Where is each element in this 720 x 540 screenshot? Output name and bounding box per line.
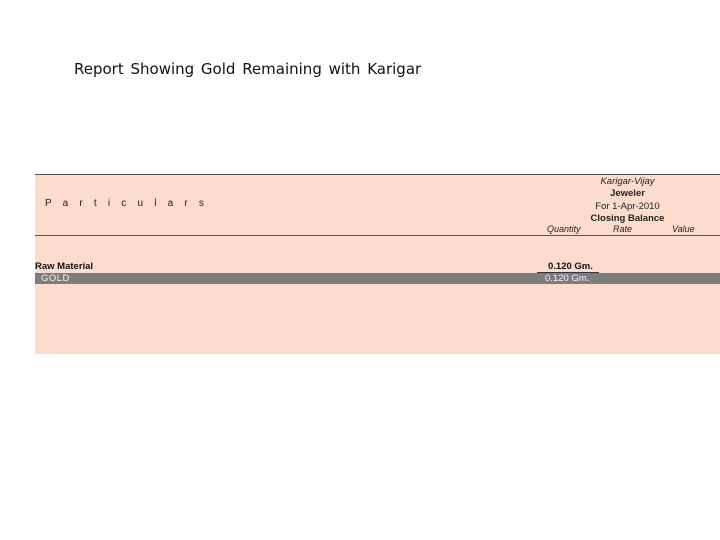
item-name: GOLD bbox=[41, 273, 70, 284]
report-period: For 1-Apr-2010 bbox=[595, 200, 660, 212]
rate-column-header: Rate bbox=[613, 224, 633, 234]
slide-title: Report Showing Gold Remaining with Karigar bbox=[74, 60, 422, 78]
party-name: Karigar-Vijay bbox=[600, 176, 655, 187]
group-quantity: 0.120 Gm. bbox=[548, 261, 593, 272]
party-subtitle: Jeweler bbox=[610, 188, 645, 200]
header-bottom-divider bbox=[35, 235, 720, 236]
closing-balance-column-header bbox=[535, 176, 720, 226]
quantity-column-header: Quantity bbox=[547, 224, 581, 234]
value-column-header: Value bbox=[672, 224, 695, 234]
particulars-header: P a r t i c u l a r s bbox=[45, 198, 209, 209]
stock-group-row[interactable] bbox=[35, 260, 720, 273]
item-quantity: 0.120 Gm. bbox=[545, 273, 590, 284]
stock-item-row[interactable] bbox=[35, 273, 720, 284]
group-name: Raw Material bbox=[35, 261, 94, 272]
balance-type: Closing Balance bbox=[590, 213, 665, 225]
report-panel bbox=[35, 174, 720, 354]
header-top-divider bbox=[35, 174, 720, 175]
